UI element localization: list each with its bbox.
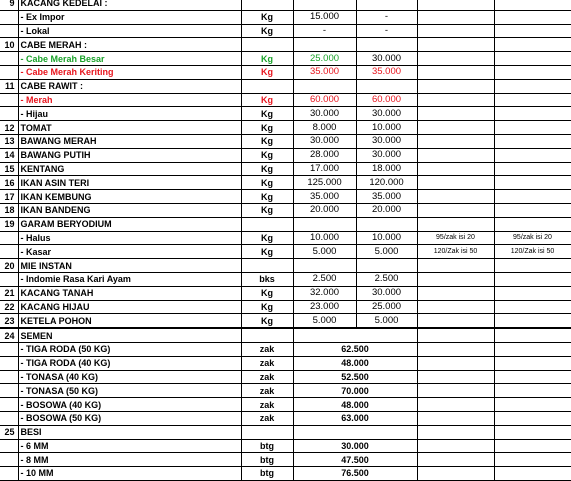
table-row	[0, 134, 571, 148]
price-previous-cell[interactable]	[293, 217, 356, 231]
row-number-cell[interactable]	[0, 342, 18, 356]
unit-cell[interactable]: Kg	[241, 300, 293, 314]
note-cell-2[interactable]	[494, 328, 571, 342]
note-cell-1[interactable]	[417, 328, 494, 342]
note-cell-1[interactable]	[417, 203, 494, 217]
row-number-cell[interactable]: 21	[0, 286, 18, 300]
unit-cell[interactable]: Kg	[241, 10, 293, 24]
table-row	[0, 467, 571, 481]
row-number-cell[interactable]: 10	[0, 38, 18, 52]
price-previous-cell[interactable]: 20.000	[293, 203, 356, 217]
note-cell-2[interactable]	[494, 286, 571, 300]
row-number-cell[interactable]	[0, 245, 18, 259]
price-current-cell[interactable]: 35.000	[356, 65, 417, 79]
item-name-cell[interactable]: KACANG TANAH	[18, 286, 241, 300]
price-merged-cell[interactable]: 63.000	[293, 411, 417, 425]
price-previous-cell[interactable]: 32.000	[293, 286, 356, 300]
table-row	[0, 190, 571, 204]
note-cell-1[interactable]	[417, 300, 494, 314]
price-previous-cell[interactable]: 30.000	[293, 107, 356, 121]
unit-cell[interactable]	[241, 79, 293, 93]
unit-cell[interactable]: zak	[241, 356, 293, 370]
price-previous-cell[interactable]: 5.000	[293, 245, 356, 259]
note-cell-2[interactable]	[494, 162, 571, 176]
price-current-cell[interactable]: 120.000	[356, 176, 417, 190]
table-row	[0, 328, 571, 342]
table-row	[0, 121, 571, 135]
unit-cell[interactable]	[241, 217, 293, 231]
price-previous-cell[interactable]: 60.000	[293, 93, 356, 107]
note-cell-1[interactable]	[417, 0, 494, 10]
note-cell-1[interactable]	[417, 453, 494, 467]
unit-cell[interactable]: Kg	[241, 148, 293, 162]
price-merged-cell[interactable]: 48.000	[293, 398, 417, 412]
row-number-cell[interactable]	[0, 411, 18, 425]
price-previous-cell[interactable]: 125.000	[293, 176, 356, 190]
table-row	[0, 314, 571, 328]
row-number-cell[interactable]: 15	[0, 162, 18, 176]
row-number-cell[interactable]: 19	[0, 217, 18, 231]
row-number-cell[interactable]	[0, 107, 18, 121]
row-number-cell[interactable]	[0, 10, 18, 24]
item-name-cell[interactable]: - TONASA (50 KG)	[18, 384, 241, 398]
item-name-cell[interactable]: - Kasar	[18, 245, 241, 259]
price-previous-cell[interactable]	[293, 38, 356, 52]
table-row	[0, 10, 571, 24]
note-cell-2[interactable]	[494, 0, 571, 10]
row-number-cell[interactable]: 9	[0, 0, 18, 10]
row-number-cell[interactable]	[0, 370, 18, 384]
note-cell-2[interactable]	[494, 52, 571, 66]
price-current-cell[interactable]: 20.000	[356, 203, 417, 217]
table-row	[0, 0, 571, 10]
note-cell-2[interactable]: 120/Zak isi 50	[494, 245, 571, 259]
price-previous-cell[interactable]: 10.000	[293, 231, 356, 245]
note-cell-1[interactable]	[417, 24, 494, 38]
unit-cell[interactable]: btg	[241, 467, 293, 481]
price-previous-cell[interactable]	[293, 0, 356, 10]
price-previous-cell[interactable]: 30.000	[293, 134, 356, 148]
note-cell-2[interactable]	[494, 148, 571, 162]
table-row	[0, 231, 571, 245]
price-current-cell[interactable]: -	[356, 10, 417, 24]
price-current-cell[interactable]	[356, 217, 417, 231]
note-cell-1[interactable]	[417, 148, 494, 162]
note-cell-2[interactable]	[494, 300, 571, 314]
item-name-cell[interactable]: - Merah	[18, 93, 241, 107]
note-cell-1[interactable]	[417, 439, 494, 453]
note-cell-2[interactable]: 95/zak isi 20	[494, 231, 571, 245]
note-cell-1[interactable]	[417, 107, 494, 121]
table-row	[0, 411, 571, 425]
table-row	[0, 93, 571, 107]
price-previous-cell[interactable]	[293, 79, 356, 93]
unit-cell[interactable]: Kg	[241, 231, 293, 245]
unit-cell[interactable]: Kg	[241, 203, 293, 217]
price-previous-cell[interactable]: 8.000	[293, 121, 356, 135]
note-cell-2[interactable]	[494, 398, 571, 412]
unit-cell[interactable]: bks	[241, 272, 293, 286]
item-name-cell[interactable]: - Cabe Merah Besar	[18, 52, 241, 66]
price-previous-cell[interactable]: 28.000	[293, 148, 356, 162]
row-number-cell[interactable]: 13	[0, 134, 18, 148]
row-number-cell[interactable]	[0, 272, 18, 286]
table-row	[0, 300, 571, 314]
price-merged-cell[interactable]: 52.500	[293, 370, 417, 384]
price-merged-cell[interactable]	[293, 425, 417, 439]
note-cell-1[interactable]	[417, 176, 494, 190]
table-row	[0, 439, 571, 453]
item-name-cell[interactable]: KENTANG	[18, 162, 241, 176]
item-name-cell[interactable]: - Ex Impor	[18, 10, 241, 24]
note-cell-2[interactable]	[494, 38, 571, 52]
price-current-cell[interactable]	[356, 259, 417, 273]
note-cell-2[interactable]	[494, 217, 571, 231]
note-cell-1[interactable]	[417, 314, 494, 328]
price-current-cell[interactable]: 10.000	[356, 231, 417, 245]
row-number-cell[interactable]: 14	[0, 148, 18, 162]
note-cell-1[interactable]	[417, 52, 494, 66]
row-number-cell[interactable]: 16	[0, 176, 18, 190]
unit-cell[interactable]: Kg	[241, 162, 293, 176]
note-cell-2[interactable]	[494, 314, 571, 328]
price-current-cell[interactable]: 30.000	[356, 52, 417, 66]
price-current-cell[interactable]: 5.000	[356, 245, 417, 259]
row-number-cell[interactable]	[0, 24, 18, 38]
item-name-cell[interactable]: CABE MERAH :	[18, 38, 241, 52]
note-cell-1[interactable]	[417, 467, 494, 481]
row-number-cell[interactable]	[0, 52, 18, 66]
note-cell-2[interactable]	[494, 384, 571, 398]
unit-cell[interactable]	[241, 0, 293, 10]
unit-cell[interactable]: Kg	[241, 190, 293, 204]
note-cell-2[interactable]	[494, 425, 571, 439]
price-merged-cell[interactable]	[293, 328, 417, 342]
unit-cell[interactable]	[241, 425, 293, 439]
row-number-cell[interactable]: 11	[0, 79, 18, 93]
price-previous-cell[interactable]: 5.000	[293, 314, 356, 328]
row-number-cell[interactable]	[0, 398, 18, 412]
note-cell-2[interactable]	[494, 203, 571, 217]
note-cell-2[interactable]	[494, 121, 571, 135]
item-name-cell[interactable]: BAWANG PUTIH	[18, 148, 241, 162]
note-cell-2[interactable]	[494, 342, 571, 356]
table-row	[0, 286, 571, 300]
item-name-cell[interactable]: - 8 MM	[18, 453, 241, 467]
note-cell-2[interactable]	[494, 370, 571, 384]
item-name-cell[interactable]: - TIGA RODA (40 KG)	[18, 356, 241, 370]
table-row	[0, 52, 571, 66]
table-row	[0, 203, 571, 217]
price-current-cell[interactable]: 2.500	[356, 272, 417, 286]
unit-cell[interactable]	[241, 259, 293, 273]
price-merged-cell[interactable]: 47.500	[293, 453, 417, 467]
price-merged-cell[interactable]: 48.000	[293, 356, 417, 370]
price-previous-cell[interactable]: 25.000	[293, 52, 356, 66]
unit-cell[interactable]	[241, 328, 293, 342]
price-current-cell[interactable]: 30.000	[356, 107, 417, 121]
table-row	[0, 79, 571, 93]
note-cell-1[interactable]	[417, 65, 494, 79]
table-row	[0, 259, 571, 273]
item-name-cell[interactable]: - BOSOWA (50 KG)	[18, 411, 241, 425]
item-name-cell[interactable]: - 6 MM	[18, 439, 241, 453]
note-cell-2[interactable]	[494, 93, 571, 107]
item-name-cell[interactable]: IKAN ASIN TERI	[18, 176, 241, 190]
unit-cell[interactable]: zak	[241, 411, 293, 425]
item-name-cell[interactable]: BESI	[18, 425, 241, 439]
item-name-cell[interactable]: - Indomie Rasa Kari Ayam	[18, 272, 241, 286]
item-name-cell[interactable]: CABE RAWIT :	[18, 79, 241, 93]
note-cell-1[interactable]	[417, 162, 494, 176]
note-cell-1[interactable]: 120/Zak isi 50	[417, 245, 494, 259]
table-row	[0, 342, 571, 356]
unit-cell[interactable]: Kg	[241, 314, 293, 328]
price-current-cell[interactable]	[356, 38, 417, 52]
note-cell-1[interactable]	[417, 286, 494, 300]
item-name-cell[interactable]: IKAN KEMBUNG	[18, 190, 241, 204]
note-cell-1[interactable]	[417, 79, 494, 93]
price-current-cell[interactable]: 35.000	[356, 190, 417, 204]
note-cell-1[interactable]	[417, 411, 494, 425]
table-row	[0, 148, 571, 162]
price-merged-cell[interactable]: 76.500	[293, 467, 417, 481]
item-name-cell[interactable]: GARAM BERYODIUM	[18, 217, 241, 231]
item-name-cell[interactable]: - TIGA RODA (50 KG)	[18, 342, 241, 356]
unit-cell[interactable]: Kg	[241, 286, 293, 300]
note-cell-1[interactable]: 95/zak isi 20	[417, 231, 494, 245]
note-cell-1[interactable]	[417, 398, 494, 412]
table-row	[0, 356, 571, 370]
table-row	[0, 370, 571, 384]
note-cell-1[interactable]	[417, 217, 494, 231]
row-number-cell[interactable]: 18	[0, 203, 18, 217]
note-cell-2[interactable]	[494, 411, 571, 425]
price-previous-cell[interactable]: 15.000	[293, 10, 356, 24]
price-previous-cell[interactable]: -	[293, 24, 356, 38]
row-number-cell[interactable]: 22	[0, 300, 18, 314]
row-number-cell[interactable]: 25	[0, 425, 18, 439]
price-current-cell[interactable]: -	[356, 24, 417, 38]
table-row	[0, 425, 571, 439]
unit-cell[interactable]: zak	[241, 370, 293, 384]
unit-cell[interactable]: btg	[241, 439, 293, 453]
item-name-cell[interactable]: KETELA POHON	[18, 314, 241, 328]
unit-cell[interactable]	[241, 38, 293, 52]
row-number-cell[interactable]: 17	[0, 190, 18, 204]
table-row	[0, 217, 571, 231]
table-row	[0, 272, 571, 286]
price-current-cell[interactable]	[356, 79, 417, 93]
unit-cell[interactable]: Kg	[241, 93, 293, 107]
unit-cell[interactable]: Kg	[241, 24, 293, 38]
item-name-cell[interactable]: SEMEN	[18, 328, 241, 342]
item-name-cell[interactable]: TOMAT	[18, 121, 241, 135]
table-row	[0, 38, 571, 52]
note-cell-2[interactable]	[494, 190, 571, 204]
item-name-cell[interactable]: - Cabe Merah Keriting	[18, 65, 241, 79]
table-row	[0, 24, 571, 38]
unit-cell[interactable]: btg	[241, 453, 293, 467]
note-cell-2[interactable]	[494, 356, 571, 370]
table-row	[0, 384, 571, 398]
note-cell-2[interactable]	[494, 453, 571, 467]
row-number-cell[interactable]	[0, 93, 18, 107]
item-name-cell[interactable]: - TONASA (40 KG)	[18, 370, 241, 384]
row-number-cell[interactable]	[0, 231, 18, 245]
price-current-cell[interactable]: 10.000	[356, 121, 417, 135]
unit-cell[interactable]: zak	[241, 398, 293, 412]
price-current-cell[interactable]: 30.000	[356, 134, 417, 148]
note-cell-2[interactable]	[494, 24, 571, 38]
item-name-cell[interactable]: KACANG HIJAU	[18, 300, 241, 314]
price-current-cell[interactable]: 30.000	[356, 286, 417, 300]
row-number-cell[interactable]	[0, 356, 18, 370]
row-number-cell[interactable]	[0, 439, 18, 453]
row-number-cell[interactable]: 20	[0, 259, 18, 273]
note-cell-2[interactable]	[494, 10, 571, 24]
note-cell-1[interactable]	[417, 121, 494, 135]
item-name-cell[interactable]: BAWANG MERAH	[18, 134, 241, 148]
note-cell-1[interactable]	[417, 190, 494, 204]
item-name-cell[interactable]: IKAN BANDENG	[18, 203, 241, 217]
note-cell-1[interactable]	[417, 272, 494, 286]
table-row	[0, 245, 571, 259]
unit-cell[interactable]: Kg	[241, 52, 293, 66]
note-cell-1[interactable]	[417, 10, 494, 24]
unit-cell[interactable]: Kg	[241, 176, 293, 190]
unit-cell[interactable]: Kg	[241, 134, 293, 148]
price-current-cell[interactable]: 5.000	[356, 314, 417, 328]
unit-cell[interactable]: Kg	[241, 121, 293, 135]
unit-cell[interactable]: zak	[241, 384, 293, 398]
price-previous-cell[interactable]	[293, 259, 356, 273]
unit-cell[interactable]: Kg	[241, 245, 293, 259]
unit-cell[interactable]: Kg	[241, 107, 293, 121]
item-name-cell[interactable]: - Halus	[18, 231, 241, 245]
note-cell-1[interactable]	[417, 384, 494, 398]
table-row	[0, 65, 571, 79]
row-number-cell[interactable]: 24	[0, 328, 18, 342]
item-name-cell[interactable]: - Hijau	[18, 107, 241, 121]
note-cell-2[interactable]	[494, 134, 571, 148]
note-cell-1[interactable]	[417, 370, 494, 384]
note-cell-1[interactable]	[417, 38, 494, 52]
price-previous-cell[interactable]: 17.000	[293, 162, 356, 176]
row-number-cell[interactable]	[0, 467, 18, 481]
item-name-cell[interactable]: - BOSOWA (40 KG)	[18, 398, 241, 412]
table-row	[0, 398, 571, 412]
note-cell-1[interactable]	[417, 356, 494, 370]
price-current-cell[interactable]: 60.000	[356, 93, 417, 107]
item-name-cell[interactable]: - 10 MM	[18, 467, 241, 481]
row-number-cell[interactable]: 23	[0, 314, 18, 328]
price-previous-cell[interactable]: 2.500	[293, 272, 356, 286]
note-cell-1[interactable]	[417, 134, 494, 148]
note-cell-2[interactable]	[494, 259, 571, 273]
note-cell-2[interactable]	[494, 439, 571, 453]
price-current-cell[interactable]: 30.000	[356, 148, 417, 162]
table-row	[0, 162, 571, 176]
note-cell-2[interactable]	[494, 176, 571, 190]
note-cell-1[interactable]	[417, 425, 494, 439]
row-number-cell[interactable]: 12	[0, 121, 18, 135]
price-merged-cell[interactable]: 30.000	[293, 439, 417, 453]
note-cell-1[interactable]	[417, 259, 494, 273]
row-number-cell[interactable]	[0, 65, 18, 79]
price-current-cell[interactable]: 18.000	[356, 162, 417, 176]
price-merged-cell[interactable]: 70.000	[293, 384, 417, 398]
price-merged-cell[interactable]: 62.500	[293, 342, 417, 356]
note-cell-2[interactable]	[494, 79, 571, 93]
price-previous-cell[interactable]: 23.000	[293, 300, 356, 314]
price-current-cell[interactable]: 25.000	[356, 300, 417, 314]
note-cell-2[interactable]	[494, 467, 571, 481]
note-cell-1[interactable]	[417, 342, 494, 356]
unit-cell[interactable]: zak	[241, 342, 293, 356]
note-cell-2[interactable]	[494, 65, 571, 79]
unit-cell[interactable]: Kg	[241, 65, 293, 79]
price-current-cell[interactable]	[356, 0, 417, 10]
table-row	[0, 107, 571, 121]
note-cell-1[interactable]	[417, 93, 494, 107]
note-cell-2[interactable]	[494, 272, 571, 286]
row-number-cell[interactable]	[0, 453, 18, 467]
table-row	[0, 453, 571, 467]
price-previous-cell[interactable]: 35.000	[293, 190, 356, 204]
item-name-cell[interactable]: KACANG KEDELAI :	[18, 0, 241, 10]
row-number-cell[interactable]	[0, 384, 18, 398]
item-name-cell[interactable]: - Lokal	[18, 24, 241, 38]
table-row	[0, 176, 571, 190]
item-name-cell[interactable]: MIE INSTAN	[18, 259, 241, 273]
note-cell-2[interactable]	[494, 107, 571, 121]
price-previous-cell[interactable]: 35.000	[293, 65, 356, 79]
